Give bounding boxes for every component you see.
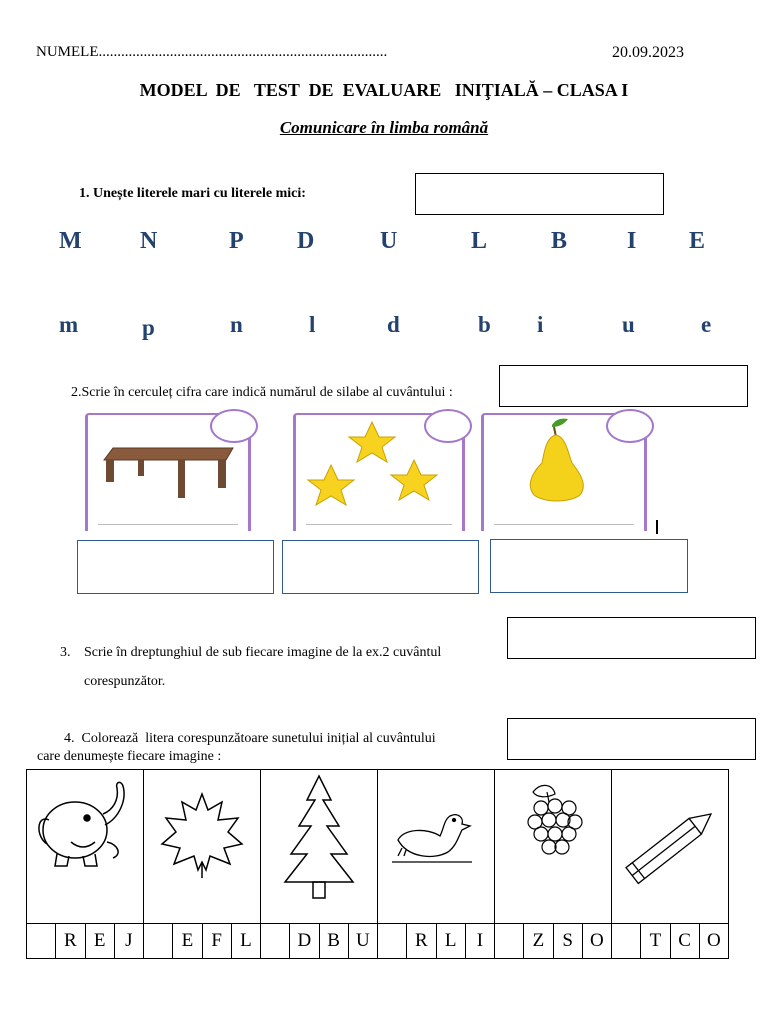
- letter-cell[interactable]: D: [290, 924, 319, 959]
- pear-image: [522, 415, 602, 505]
- elephant-image: [27, 770, 143, 923]
- grapes-image: [495, 770, 611, 923]
- letter-cell[interactable]: C: [670, 924, 699, 959]
- upper-letter: E: [689, 228, 706, 254]
- ex4-table: [26, 769, 729, 959]
- ex2-instruction: 2.Scrie în cerculeț cifra care indică numărul de silabe al cuvântului :: [71, 385, 453, 400]
- duck-image: [378, 770, 494, 923]
- ex3-number: 3.: [60, 645, 71, 660]
- table-image: [98, 440, 238, 500]
- word-box-1[interactable]: [77, 540, 274, 594]
- letter-cell[interactable]: E: [85, 924, 114, 959]
- letter-cell[interactable]: L: [231, 924, 260, 959]
- name-line: NUMELE.............................................................................: [36, 44, 388, 60]
- upper-letter: P: [229, 228, 244, 254]
- letter-cell[interactable]: U: [348, 924, 377, 959]
- lower-letter: p: [142, 315, 155, 340]
- picture-frame-table: [85, 413, 251, 531]
- letter-cell[interactable]: S: [553, 924, 582, 959]
- lower-letter: m: [59, 312, 79, 337]
- upper-letter: B: [551, 228, 568, 254]
- letter-cell[interactable]: F: [202, 924, 231, 959]
- date: 20.09.2023: [612, 44, 684, 61]
- word-box-3[interactable]: [490, 539, 688, 593]
- ex4-score-box: [507, 718, 756, 760]
- upper-letter: N: [140, 228, 158, 254]
- letter-cell[interactable]: L: [436, 924, 465, 959]
- lower-letter: e: [701, 312, 712, 337]
- letters-row: [27, 924, 729, 959]
- upper-letter: U: [380, 228, 398, 254]
- ex4-instruction: 4. Colorează litera corespunzătoare sunetului inițial al cuvântului: [64, 731, 436, 746]
- leaf-image: [144, 770, 260, 923]
- ex3-instruction: Scrie în dreptunghiul de sub fiecare imagine de la ex.2 cuvântul: [84, 645, 442, 660]
- pencil-image: [612, 770, 728, 923]
- letter-cell[interactable]: J: [114, 924, 143, 959]
- picture-frame-pear: [481, 413, 647, 531]
- fir-tree-image: [261, 770, 377, 923]
- ex3-score-box: [507, 617, 756, 659]
- letter-cell[interactable]: O: [699, 924, 728, 959]
- picture-frame-stars: [293, 413, 465, 531]
- letter-cell[interactable]: E: [173, 924, 202, 959]
- upper-letter: I: [627, 228, 637, 254]
- letter-cell[interactable]: T: [641, 924, 670, 959]
- word-box-2[interactable]: [282, 540, 479, 594]
- ex1-score-box: [415, 173, 664, 215]
- lower-letter: n: [230, 312, 243, 337]
- stars-image: [304, 420, 454, 515]
- upper-letter: M: [59, 228, 82, 254]
- upper-letter: D: [297, 228, 315, 254]
- lower-letter: l: [309, 312, 316, 337]
- syllable-circle[interactable]: [606, 409, 654, 443]
- letter-cell[interactable]: I: [465, 924, 494, 959]
- page-subtitle: Comunicare în limba română: [279, 118, 489, 137]
- letter-cell[interactable]: B: [319, 924, 348, 959]
- letter-cell[interactable]: R: [407, 924, 436, 959]
- letter-cell[interactable]: O: [582, 924, 611, 959]
- syllable-circle[interactable]: [210, 409, 258, 443]
- ex1-instruction: 1. Unește literele mari cu literele mici:: [79, 186, 306, 201]
- letter-cell[interactable]: Z: [524, 924, 553, 959]
- ex2-score-box: [499, 365, 748, 407]
- upper-letter: L: [471, 228, 488, 254]
- lower-letter: d: [387, 312, 400, 337]
- letter-cell[interactable]: R: [56, 924, 85, 959]
- lower-letter: u: [622, 312, 635, 337]
- page-title: MODEL DE TEST DE EVALUARE INIŢIALĂ – CLASA I: [139, 80, 629, 100]
- lower-letter: i: [537, 312, 544, 337]
- ex3-instruction-cont: corespunzător.: [84, 674, 166, 689]
- ex4-instruction-cont: care denumește fiecare imagine :: [37, 749, 222, 764]
- lower-letter: b: [478, 312, 491, 337]
